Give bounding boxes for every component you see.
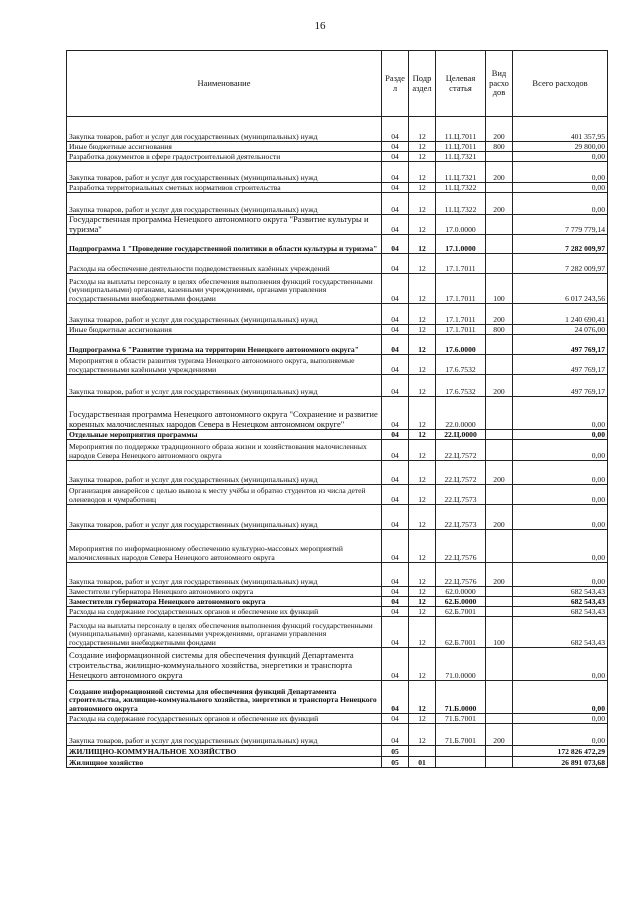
table-row: Разработка документов в сфере градостроительной деятельности 04 12 11.Ц.7321 0,00 (67, 152, 608, 162)
table-row: Мероприятия по информационному обеспечению культурно-массовых мероприятий малочисленных народов Севера Ненецкого автономного округа 04 12 22.Ц.7576 0,00 (67, 530, 608, 563)
table-row: Государственная программа Ненецкого автономного округа "Сохранение и развитие коренных малочисленных народов Севера в Ненецком автономном округе" 04 12 22.0.0000 0,00 (67, 397, 608, 430)
table-body (67, 117, 608, 768)
table-row: Закупка товаров, работ и услуг для государственных (муниципальных) нужд 04 12 22.Ц.7576 200 0,00 (67, 563, 608, 587)
table-row: Закупка товаров, работ и услуг для государственных (муниципальных) нужд 04 12 11.Ц.7322 200 0,00 (67, 193, 608, 215)
table-row: Закупка товаров, работ и услуг для государственных (муниципальных) нужд 04 12 71.Б.7001 200 0,00 (67, 724, 608, 746)
table-row: Создание информационной системы для обеспечения функций Департамента строительства, жилищно-коммунального хозяйства, энергетики и транспорта Ненецкого автономного округа 04 12 71.Б.0000 0,00 (67, 681, 608, 714)
header-total: Всего расходов (513, 51, 608, 117)
table-row: Отдельные мероприятия программы 04 12 22.Ц.0000 0,00 (67, 430, 608, 440)
header-vid: Вид расхо дов (486, 51, 513, 117)
table-row: Закупка товаров, работ и услуг для государственных (муниципальных) нужд 04 12 22.Ц.7573 200 0,00 (67, 505, 608, 530)
header-razdel: Разде л (382, 51, 409, 117)
header-name: Наименование (67, 51, 382, 117)
table-row: Закупка товаров, работ и услуг для государственных (муниципальных) нужд 04 12 11.Ц.7011 200 401 357,95 (67, 117, 608, 142)
table-row: Расходы на содержание государственных органов и обеспечение их функций 04 12 62.Б.7001 682 543,43 (67, 607, 608, 617)
table-row: Заместители губернатора Ненецкого автономного округа 04 12 62.Б.0000 682 543,43 (67, 597, 608, 607)
table-row: Закупка товаров, работ и услуг для государственных (муниципальных) нужд 04 12 11.Ц.7321 200 0,00 (67, 162, 608, 183)
table-row: Закупка товаров, работ и услуг для государственных (муниципальных) нужд 04 12 17.1.7011 200 1 240 690,41 (67, 304, 608, 325)
table-row: Государственная программа Ненецкого автономного округа "Развитие культуры и туризма" 04 12 17.0.0000 7 779 779,14 (67, 215, 608, 235)
table-header-row (67, 51, 608, 117)
table-row: Закупка товаров, работ и услуг для государственных (муниципальных) нужд 04 12 22.Ц.7572 200 0,00 (67, 461, 608, 485)
table-row: Расходы на выплаты персоналу в целях обеспечения выполнения функций государственными (муниципальными) органами, казенными учреждениями, органами управления государственными внебюджетными фондами 04 12 62.Б.7001 100 682 543,43 (67, 617, 608, 648)
table-row: Подпрограмма 6 "Развитие туризма на территории Ненецкого автономного округа" 04 12 17.6.0000 497 769,17 (67, 335, 608, 355)
table-row: Расходы на содержание государственных органов и обеспечение их функций 04 12 71.Б.7001 0,00 (67, 714, 608, 724)
header-target: Целевая статья (436, 51, 486, 117)
table-row: Заместители губернатора Ненецкого автономного округа 04 12 62.0.0000 682 543,43 (67, 587, 608, 597)
budget-table (66, 50, 608, 768)
table-row: Создание информационной системы для обеспечения функций Департамента строительства, жилищно-коммунального хозяйства, энергетики и транспорта Ненецкого автономного округа 04 12 71.0.0000 0,00 (67, 648, 608, 681)
table-row: Иные бюджетные ассигнования 04 12 17.1.7011 800 24 076,00 (67, 325, 608, 335)
table-row: Иные бюджетные ассигнования 04 12 11.Ц.7011 800 29 800,00 (67, 142, 608, 152)
header-podrazdel: Подр аздел (409, 51, 436, 117)
table-row: Организация авиарейсов с целью вывоза к месту учёбы и обратно студентов из числа детей оленеводов и чумработниц 04 12 22.Ц.7573 0,00 (67, 485, 608, 505)
table-row: Разработка территориальных сметных нормативов строительства 04 12 11.Ц.7322 0,00 (67, 183, 608, 193)
table-row: Мероприятия по поддержке традиционного образа жизни и хозяйствования малочисленных народов Севера Ненецкого автономного округа 04 12 22.Ц.7572 0,00 (67, 440, 608, 461)
table-row: Расходы на выплаты персоналу в целях обеспечения выполнения функций государственными (муниципальными) органами, казенными учреждениями, органами управления государственными внебюджетными фондами 04 12 17.1.7011 100 6 017 243,56 (67, 274, 608, 304)
table-row: Подпрограмма 1 "Проведение государственной политики в области культуры и туризма" 04 12 17.1.0000 7 282 009,97 (67, 235, 608, 254)
table-row: Жилищное хозяйство 05 01 26 891 073,68 (67, 757, 608, 768)
table-row: Расходы на обеспечение деятельности подведомственных казённых учреждений 04 12 17.1.7011 7 282 009,97 (67, 254, 608, 274)
table-row: Мероприятия в области развития туризма Ненецкого автономного округа, выполняемые государственными казёнными учреждениями 04 12 17.6.7532 497 769,17 (67, 355, 608, 375)
table-row: ЖИЛИЩНО-КОММУНАЛЬНОЕ ХОЗЯЙСТВО 05 172 826 472,29 (67, 746, 608, 757)
page-number: 16 (314, 20, 326, 32)
table-row: Закупка товаров, работ и услуг для государственных (муниципальных) нужд 04 12 17.6.7532 200 497 769,17 (67, 375, 608, 397)
